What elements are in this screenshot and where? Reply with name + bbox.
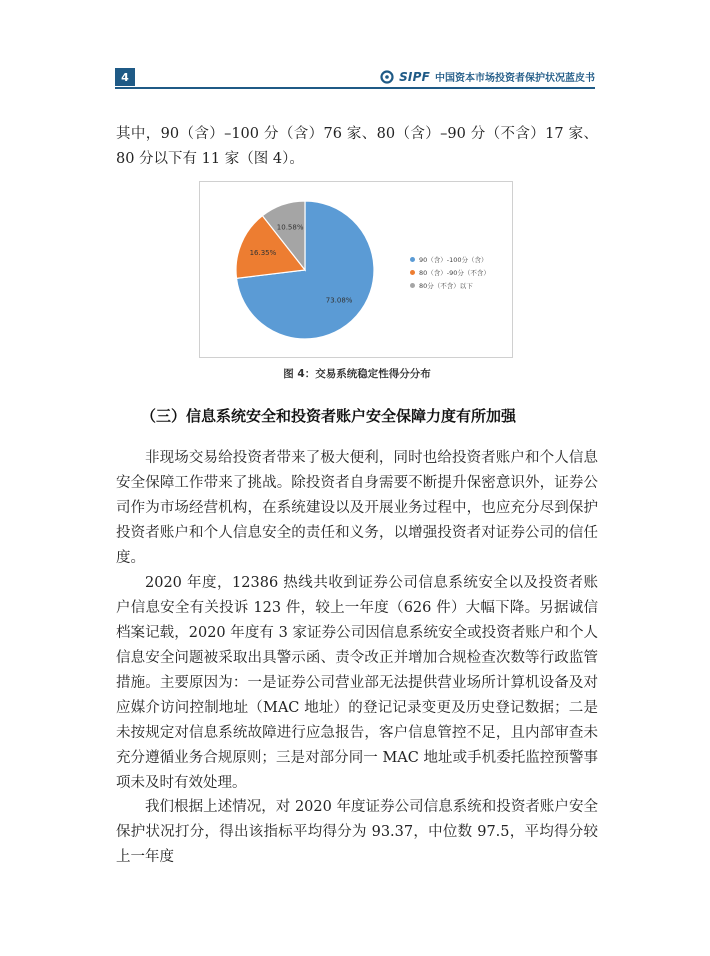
- pie-slice-label: 16.35%: [249, 249, 277, 258]
- legend-label: 80分（不含）以下: [419, 282, 473, 290]
- section-heading: （三）信息系统安全和投资者账户安全保障力度有所加强: [141, 407, 517, 425]
- header-divider: [115, 87, 595, 89]
- body-paragraph-2: 2020 年度，12386 热线共收到证券公司信息系统安全以及投资者账户信息安全有关投诉 123 件，较上一年度（626 件）大幅下降。另据诚信档案记载，2020 年度有 3 家证券公司因信息系统安全或投资者账户和个人信息安全问题被采取出具警示函、责令改正并增加合规检查次数等行政监管措施。主要原因为：一是证券公司营业部无法提供营业场所计算机设备及对应媒介访问控制地址（MAC 地址）的登记记录变更及历史登记数据；二是未按规定对信息系统故障进行应急报告，客户信息管控不足，且内部审查未充分遵循业务合规原则；三是对部分同一 MAC 地址或手机委托监控预警事项未及时有效处理。: [116, 575, 598, 791]
- legend-label: 80（含）-90分（不含）: [419, 269, 490, 277]
- page-number: 4: [115, 68, 135, 86]
- legend-swatch: [410, 257, 415, 262]
- header-branding: [380, 69, 595, 84]
- legend-item: [410, 266, 490, 279]
- book-title: 中国资本市场投资者保护状况蓝皮书: [435, 73, 595, 84]
- pie-slice-label: 10.58%: [276, 223, 304, 232]
- legend-swatch: [410, 270, 415, 275]
- pie-slice-label: 73.08%: [325, 296, 353, 305]
- page-header: [115, 68, 595, 88]
- figure-caption: 图 4：交易系统稳定性得分分布: [283, 368, 431, 380]
- legend-swatch: [410, 283, 415, 288]
- legend-label: 90（含）-100分（含）: [419, 256, 488, 264]
- legend-item: [410, 279, 490, 292]
- chart-legend: [410, 253, 490, 292]
- body-paragraph-1: 非现场交易给投资者带来了极大便利，同时也给投资者账户和个人信息安全保障工作带来了挑战。除投资者自身需要不断提升保密意识外，证券公司作为市场经营机构，在系统建设以及开展业务过程中，也应充分尽到保护投资者账户和个人信息安全的责任和义务，以增强投资者对证券公司的信任度。: [116, 450, 598, 566]
- logo-text: SIPF: [399, 69, 430, 84]
- intro-paragraph: 其中，90（含）–100 分（含）76 家、80（含）–90 分（不含）17 家、80 分以下有 11 家（图 4）。: [116, 126, 598, 167]
- pie-chart: [199, 181, 513, 358]
- body-paragraph-3: 我们根据上述情况，对 2020 年度证券公司信息系统和投资者账户安全保护状况打分，得出该指标平均得分为 93.37，中位数 97.5，平均得分较上一年度: [116, 799, 598, 865]
- sipf-logo-icon: [380, 70, 394, 84]
- legend-item: [410, 253, 490, 266]
